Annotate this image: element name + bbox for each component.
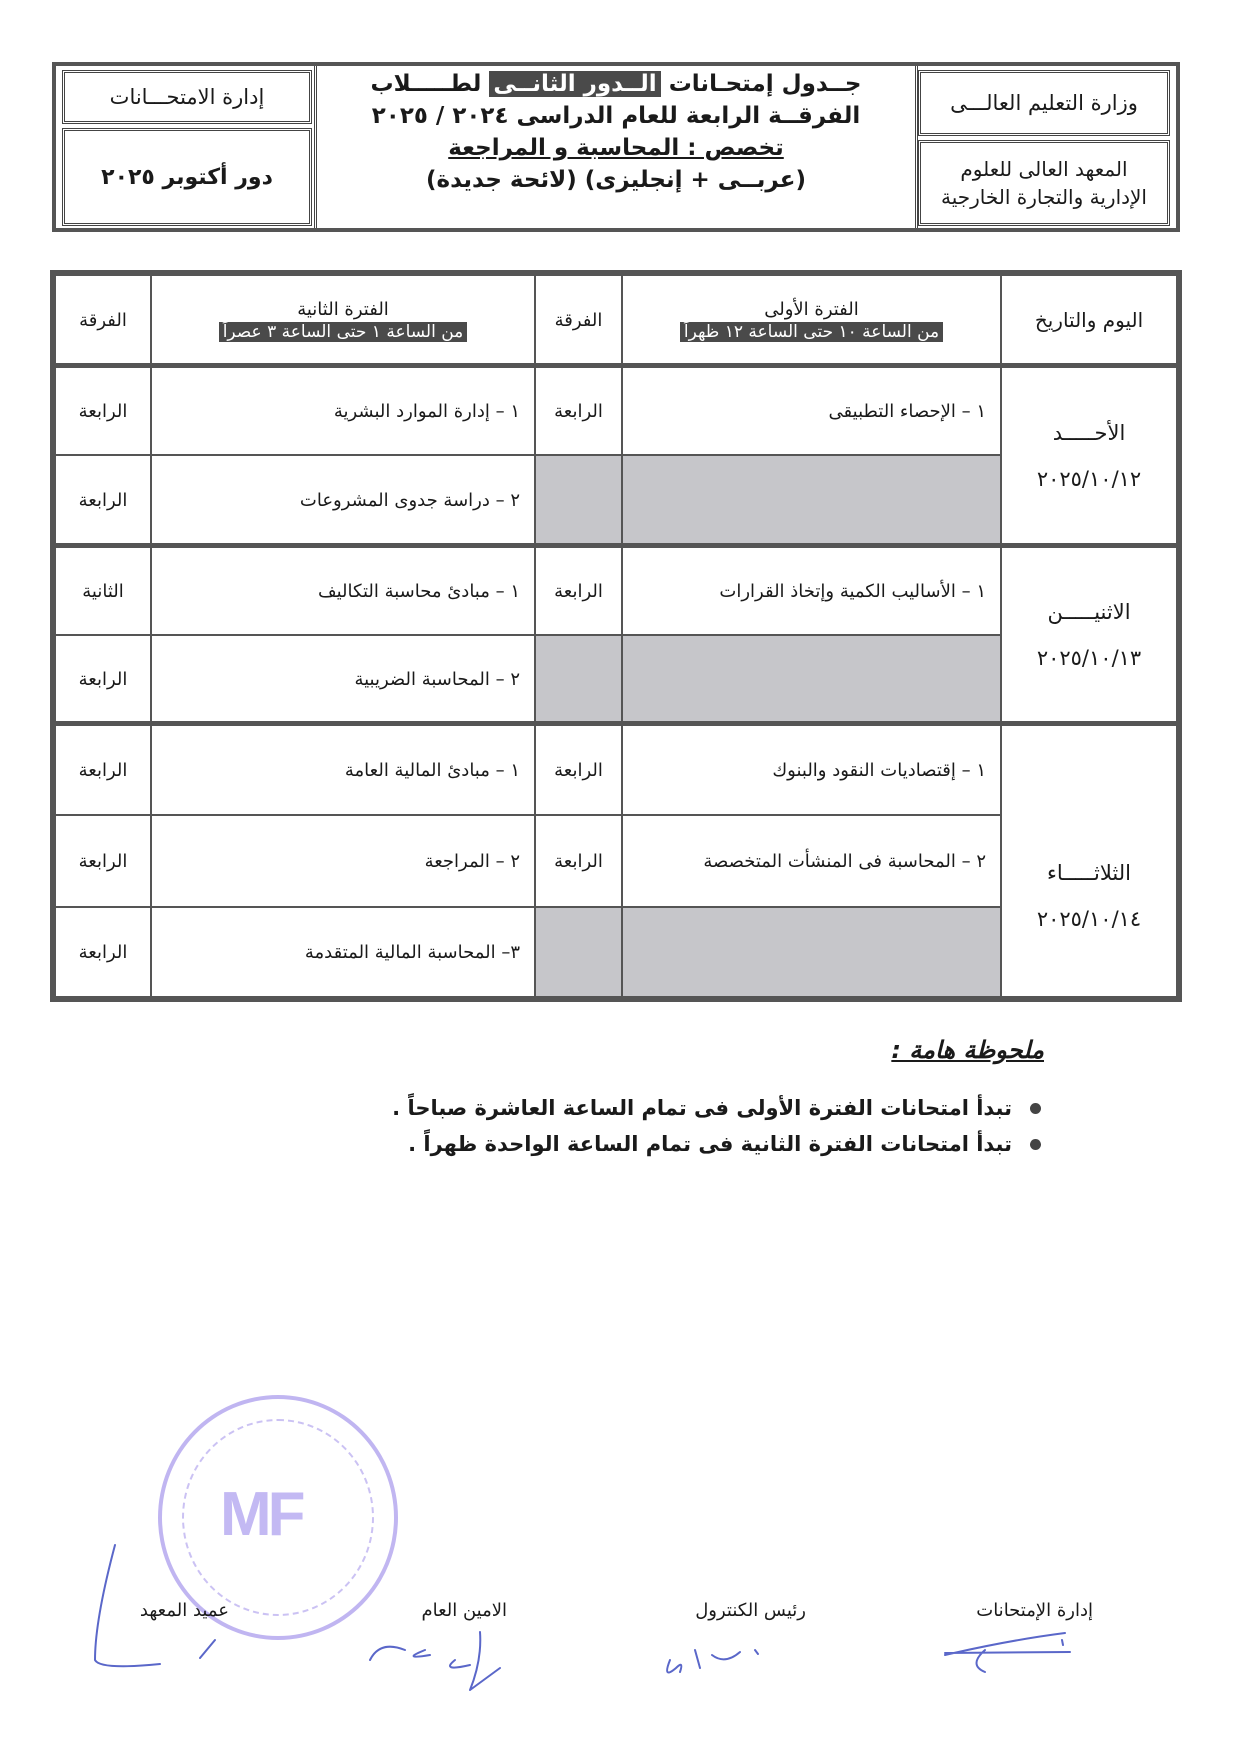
signature-label-dean: عميد المعهد (139, 1600, 229, 1621)
title-language: (عربــى + إنجليزى) (لائحة جديدة) (426, 167, 806, 193)
institute-name: المعهد العالى للعلوم الإدارية والتجارة الخارجية (940, 157, 1147, 209)
signature-control-head-icon (667, 1650, 758, 1673)
p2-subject: ١ – إدارة الموارد البشرية (151, 367, 535, 455)
signature-dean-icon (95, 1545, 215, 1666)
p2-subject: ٣– المحاسبة المالية المتقدمة (151, 907, 535, 997)
header-period-2: الفترة الثانية من الساعة ١ حتى الساعة ٣ عصراً (151, 275, 535, 365)
day-cell-monday: الاثنيـــــن ٢٠٢٥/١٠/١٣ (1001, 547, 1177, 723)
note-item: تبدأ امتحانات الفترة الثانية فى تمام الساعة الواحدة ظهراً . (392, 1126, 1041, 1162)
notes-title: ملحوظة هامة : (891, 1036, 1044, 1064)
session-highlight: الــدور الثانــى (489, 71, 660, 97)
title-specialization: تخصص : المحاسبة و المراجعة (448, 135, 784, 161)
p1-level: الرابعة (535, 725, 622, 815)
signature-label-secretary-general: الامين العام (421, 1600, 507, 1621)
p2-level: الرابعة (55, 367, 151, 455)
p2-subject: ١ – مبادئ المالية العامة (151, 725, 535, 815)
p2-subject: ٢ – المحاسبة الضريبية (151, 635, 535, 723)
p2-level: الرابعة (55, 907, 151, 997)
day-cell-sunday: الأحـــــد ٢٠٢٥/١٠/١٢ (1001, 367, 1177, 545)
signature-label-control-head: رئيس الكنترول (695, 1600, 806, 1621)
header-period-1: الفترة الأولى من الساعة ١٠ حتى الساعة ١٢ ظهراً (622, 275, 1001, 365)
department-name: إدارة الامتحـــانات (109, 85, 265, 109)
p2-subject: ١ – مبادئ محاسبة التكاليف (151, 547, 535, 635)
p1-level: الرابعة (535, 815, 622, 907)
day-cell-tuesday: الثلاثـــــاء ٢٠٢٥/١٠/١٤ (1001, 725, 1177, 997)
p1-subject: ١ – الأساليب الكمية وإتخاذ القرارات (622, 547, 1001, 635)
p2-level: الرابعة (55, 635, 151, 723)
signature-secretary-icon (370, 1632, 500, 1690)
p1-subject: ١ – الإحصاء التطبيقى (622, 367, 1001, 455)
p2-subject: ٢ – المراجعة (151, 815, 535, 907)
note-item: تبدأ امتحانات الفترة الأولى فى تمام الساعة العاشرة صباحاً . (392, 1090, 1041, 1126)
ministry-name: وزارة التعليم العالـــى (950, 91, 1138, 115)
header-level-1: الفرقة (535, 275, 622, 365)
p1-level: الرابعة (535, 547, 622, 635)
session-name: دور أكتوبر ٢٠٢٥ (101, 164, 273, 190)
p1-level: الرابعة (535, 367, 622, 455)
p2-level: الرابعة (55, 815, 151, 907)
p2-level: الثانية (55, 547, 151, 635)
p1-subject: ١ – إقتصاديات النقود والبنوك (622, 725, 1001, 815)
header-level-2: الفرقة (55, 275, 151, 365)
p1-subject: ٢ – المحاسبة فى المنشأت المتخصصة (622, 815, 1001, 907)
p2-level: الرابعة (55, 725, 151, 815)
title-line-1: جــدول إمتحـانات الــدور الثانــى لطـــــلاب (370, 71, 862, 97)
header-day-date: اليوم والتاريخ (1001, 275, 1177, 365)
signature-label-exams-admin: إدارة الإمتحانات (976, 1600, 1093, 1621)
period-1-time: من الساعة ١٠ حتى الساعة ١٢ ظهراً (680, 322, 943, 342)
p2-level: الرابعة (55, 455, 151, 545)
signature-exams-admin-icon (945, 1633, 1070, 1672)
period-2-time: من الساعة ١ حتى الساعة ٣ عصراً (219, 322, 468, 342)
title-line-2: الفرقــة الرابعة للعام الدراسى ٢٠٢٤ / ٢٠٢٥ (371, 103, 861, 129)
stamp-logo: MF (220, 1480, 302, 1549)
p2-subject: ٢ – دراسة جدوى المشروعات (151, 455, 535, 545)
